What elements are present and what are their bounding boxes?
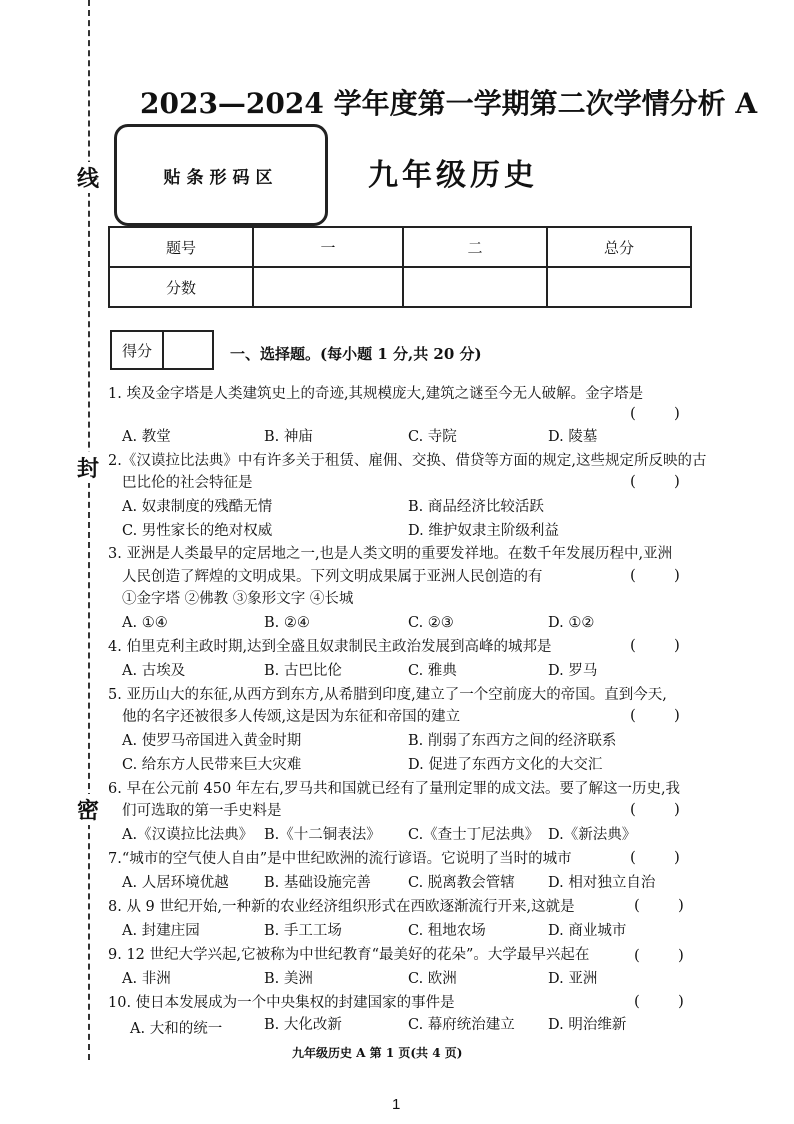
score-table-cell xyxy=(403,267,547,307)
option: B. 商品经济比较活跃 xyxy=(408,499,544,515)
answer-paren: ( ) xyxy=(630,800,680,818)
answer-paren: ( ) xyxy=(634,896,684,914)
page-footer: 九年级历史 A 第 1 页(共 4 页) xyxy=(292,1046,463,1060)
option: D. 陵墓 xyxy=(548,429,598,445)
binding-char-mi: 密 xyxy=(72,794,104,825)
option: A. 大和的统一 xyxy=(130,1021,223,1037)
option: C. 脱离教会管辖 xyxy=(408,875,515,891)
option: A. ①④ xyxy=(122,615,168,631)
option: B. 基础设施完善 xyxy=(264,875,371,891)
answer-paren: ( ) xyxy=(630,636,680,654)
subject-title: 九年级历史 xyxy=(368,158,538,193)
exam-title: 2023—2024 学年度第一学期第二次学情分析 A xyxy=(140,87,758,120)
option: C. 租地农场 xyxy=(408,923,486,939)
option: B. 神庙 xyxy=(264,429,313,445)
question-4-text: 4. 伯里克利主政时期,达到全盛且奴隶制民主政治发展到高峰的城邦是 xyxy=(108,639,552,655)
question-2-text: 巴比伦的社会特征是 xyxy=(122,475,253,491)
option: B. 削弱了东西方之间的经济联系 xyxy=(408,733,617,749)
option: B. 古巴比伦 xyxy=(264,663,342,679)
question-10-text: 10. 使日本发展成为一个中央集权的封建国家的事件是 xyxy=(108,995,455,1011)
binding-dashed-line xyxy=(88,0,90,1060)
answer-paren: ( ) xyxy=(630,404,680,422)
question-1-text: 1. 埃及金字塔是人类建筑史上的奇迹,其规模庞大,建筑之谜至今无人破解。金字塔是 xyxy=(108,386,644,402)
binding-char-xian: 线 xyxy=(72,162,104,193)
option: A. 使罗马帝国进入黄金时期 xyxy=(122,733,302,749)
option: C. 幕府统治建立 xyxy=(408,1017,515,1033)
answer-paren: ( ) xyxy=(630,706,680,724)
score-table-cell: 分数 xyxy=(109,267,253,307)
question-6-text: 们可选取的第一手史料是 xyxy=(122,803,282,819)
question-9-text: 9. 12 世纪大学兴起,它被称为中世纪教育“最美好的花朵”。大学最早兴起在 xyxy=(108,947,590,963)
section-heading: 一、选择题。(每小题 1 分,共 20 分) xyxy=(230,345,482,363)
score-table-cell: 一 xyxy=(253,227,403,267)
score-table-cell xyxy=(253,267,403,307)
question-5-text: 他的名字还被很多人传颂,这是因为东征和帝国的建立 xyxy=(122,709,461,725)
option: D. 商业城市 xyxy=(548,923,627,939)
option: A. 封建庄园 xyxy=(122,923,200,939)
binding-char-feng: 封 xyxy=(72,452,104,483)
score-table-cell: 二 xyxy=(403,227,547,267)
score-table-row xyxy=(109,267,691,307)
option: D.《新法典》 xyxy=(548,827,637,843)
option: D. 明治维新 xyxy=(548,1017,627,1033)
answer-paren: ( ) xyxy=(630,566,680,584)
section-score-box xyxy=(110,330,214,370)
option: C. 男性家长的绝对权威 xyxy=(122,523,273,539)
question-5-text: 5. 亚历山大的东征,从西方到东方,从希腊到印度,建立了一个空前庞大的帝国。直到今天, xyxy=(108,687,667,703)
option: A. 非洲 xyxy=(122,971,171,987)
option: B. ②④ xyxy=(264,615,310,631)
option: D. 促进了东西方文化的大交汇 xyxy=(408,757,603,773)
page-number: 1 xyxy=(392,1096,401,1113)
question-3-text: 人民创造了辉煌的文明成果。下列文明成果属于亚洲人民创造的有 xyxy=(122,569,543,585)
question-6-text: 6. 早在公元前 450 年左右,罗马共和国就已经有了量刑定罪的成文法。要了解这一历史,我 xyxy=(108,781,681,797)
option: C. 欧洲 xyxy=(408,971,457,987)
option: A. 教堂 xyxy=(122,429,171,445)
score-label: 得分 xyxy=(112,332,164,368)
option: D. 相对独立自治 xyxy=(548,875,656,891)
option: C. 雅典 xyxy=(408,663,457,679)
option: D. ①② xyxy=(548,615,595,631)
option: B. 手工工场 xyxy=(264,923,342,939)
option: B.《十二铜表法》 xyxy=(264,827,381,843)
answer-paren: ( ) xyxy=(634,946,684,964)
answer-paren: ( ) xyxy=(630,848,680,866)
score-table-cell: 总分 xyxy=(547,227,691,267)
option: A. 奴隶制度的残酷无情 xyxy=(122,499,273,515)
option: C. 给东方人民带来巨大灾难 xyxy=(122,757,302,773)
question-8-text: 8. 从 9 世纪开始,一种新的农业经济组织形式在西欧逐渐流行开来,这就是 xyxy=(108,899,575,915)
score-table-row xyxy=(109,227,691,267)
question-3-text: 3. 亚洲是人类最早的定居地之一,也是人类文明的重要发祥地。在数千年发展历程中,亚洲 xyxy=(108,546,673,562)
option: C. 寺院 xyxy=(408,429,457,445)
option: A. 人居环境优越 xyxy=(122,875,229,891)
option: B. 美洲 xyxy=(264,971,313,987)
option: A.《汉谟拉比法典》 xyxy=(122,827,254,843)
barcode-area: 贴条形码区 xyxy=(114,124,328,226)
option: A. 古埃及 xyxy=(122,663,186,679)
answer-paren: ( ) xyxy=(634,992,684,1010)
score-table-cell xyxy=(547,267,691,307)
option: C. ②③ xyxy=(408,615,454,631)
option: D. 维护奴隶主阶级利益 xyxy=(408,523,559,539)
answer-paren: ( ) xyxy=(630,472,680,490)
option: D. 亚洲 xyxy=(548,971,598,987)
question-7-text: 7.“城市的空气使人自由”是中世纪欧洲的流行谚语。它说明了当时的城市 xyxy=(108,851,572,867)
score-table xyxy=(108,226,692,308)
question-3-text: ①金字塔 ②佛教 ③象形文字 ④长城 xyxy=(122,591,354,607)
option: C.《查士丁尼法典》 xyxy=(408,827,540,843)
score-table-cell: 题号 xyxy=(109,227,253,267)
option: D. 罗马 xyxy=(548,663,598,679)
option: B. 大化改新 xyxy=(264,1017,342,1033)
question-2-text: 2.《汉谟拉比法典》中有许多关于租赁、雇佣、交换、借贷等方面的规定,这些规定所反映的古 xyxy=(108,453,707,469)
